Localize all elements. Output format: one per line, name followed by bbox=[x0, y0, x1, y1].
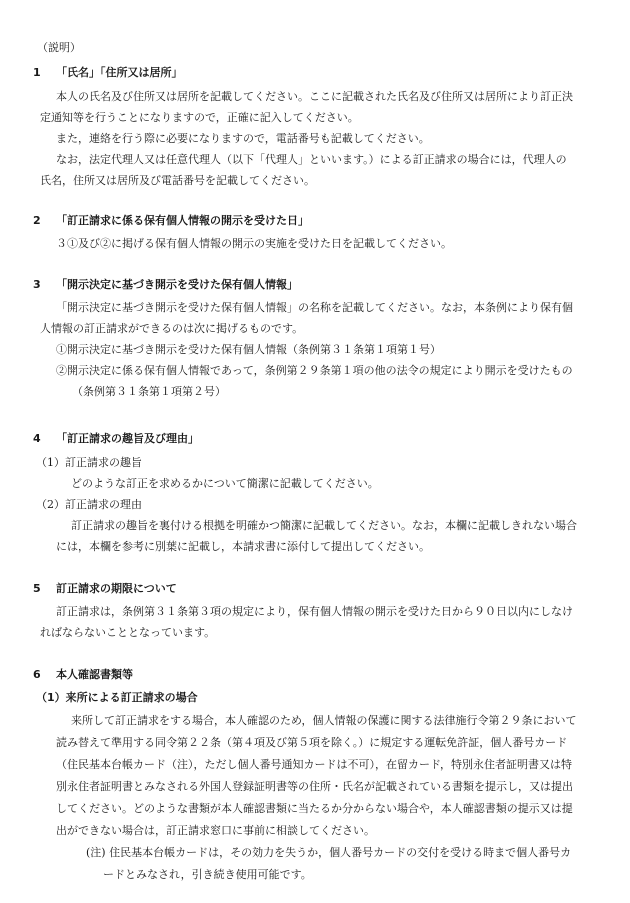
section-3-item-2-cont: （条例第３１条第１項第２号） bbox=[72, 385, 226, 398]
section-2-title: 「訂正請求に係る保有個人情報の開示を受けた日」 bbox=[56, 214, 309, 227]
section-6-note: (注) 住民基本台帳カードは，その効力を失うか，個人番号カードの交付を受ける時まで個人番号カ bbox=[86, 846, 572, 859]
section-6-number: 6 bbox=[33, 668, 41, 681]
section-3-item-1: ①開示決定に基づき開示を受けた保有個人情報（条例第３１条第１項第１号） bbox=[56, 343, 441, 356]
section-3-title: 「開示決定に基づき開示を受けた保有個人情報」 bbox=[56, 278, 298, 291]
section-3-item-2: ②開示決定に係る保有個人情報であって，条例第２９条第１項の他の法令の規定により開示を受けたもの bbox=[56, 364, 573, 377]
section-4-number: 4 bbox=[33, 432, 41, 445]
section-2-line: ３①及び②に掲げる保有個人情報の開示の実施を受けた日を記載してください。 bbox=[56, 237, 452, 250]
section-6-line: （住民基本台帳カード（注），ただし個人番号通知カードは不可），在留カード，特別永住者証明書又は特 bbox=[56, 758, 573, 771]
section-1-line: また，連絡を行う際に必要になりますので，電話番号も記載してください。 bbox=[56, 132, 430, 145]
section-6-line: 別永住者証明書とみなされる外国人登録証明書等の住所・氏名が記載されている書類を提示し，又は提出 bbox=[56, 780, 573, 793]
section-4-sub1-label: （1）訂正請求の趣旨 bbox=[36, 456, 142, 469]
section-1-title: 「氏名」「住所又は居所」 bbox=[56, 66, 183, 79]
section-3-number: 3 bbox=[33, 278, 41, 291]
section-5-line: 訂正請求は，条例第３１条第３項の規定により，保有個人情報の開示を受けた日から９０日以内にしなけ bbox=[56, 605, 573, 618]
section-4-sub1-line: どのような訂正を求めるかについて簡潔に記載してください。 bbox=[71, 477, 379, 490]
section-6-sub1-label: （1）来所による訂正請求の場合 bbox=[36, 691, 198, 704]
section-6-line: 来所して訂正請求をする場合，本人確認のため，個人情報の保護に関する法律施行令第２９条において bbox=[71, 714, 577, 727]
section-5-number: 5 bbox=[33, 582, 41, 595]
section-1-line: 定通知等を行うことになりますので，正確に記入してください。 bbox=[40, 111, 359, 124]
section-1-number: 1 bbox=[33, 66, 41, 79]
section-4-sub2-label: （2）訂正請求の理由 bbox=[36, 498, 142, 511]
section-4-sub2-line: 訂正請求の趣旨を裏付ける根拠を明確かつ簡潔に記載してください。なお，本欄に記載しきれない場合 bbox=[71, 519, 577, 532]
section-6-line: してください。どのような書類が本人確認書類に当たるか分からない場合や，本人確認書類の提示又は提 bbox=[56, 802, 573, 815]
section-1-line: 本人の氏名及び住所又は居所を記載してください。ここに記載された氏名及び住所又は居所により訂正決 bbox=[56, 90, 573, 103]
intro-label: （説明） bbox=[37, 41, 81, 54]
section-3-line: 人情報の訂正請求ができるのは次に掲げるものです。 bbox=[40, 322, 304, 335]
section-5-title: 訂正請求の期限について bbox=[56, 582, 177, 595]
section-3-line: 「開示決定に基づき開示を受けた保有個人情報」の名称を記載してください。なお，本条例により保有個 bbox=[56, 301, 573, 314]
section-6-title: 本人確認書類等 bbox=[56, 668, 133, 681]
section-6-line: 出ができない場合は，訂正請求窓口に事前に相談してください。 bbox=[56, 824, 375, 837]
section-6-note-cont: ードとみなされ，引き続き使用可能です。 bbox=[103, 868, 312, 881]
section-1-line: なお，法定代理人又は任意代理人（以下「代理人」といいます。）による訂正請求の場合には，代理人の bbox=[56, 153, 567, 166]
section-6-line: 読み替えて準用する同令第２２条（第４項及び第５項を除く。）に規定する運転免許証，個人番号カード bbox=[56, 736, 568, 749]
section-2-number: 2 bbox=[33, 214, 41, 227]
section-5-line: ればならないこととなっています。 bbox=[40, 626, 216, 639]
section-1-line: 氏名，住所又は居所及び電話番号を記載してください。 bbox=[40, 174, 315, 187]
section-4-sub2-line: には，本欄を参考に別葉に記載し，本請求書に添付して提出してください。 bbox=[56, 540, 430, 553]
section-4-title: 「訂正請求の趣旨及び理由」 bbox=[56, 432, 199, 445]
